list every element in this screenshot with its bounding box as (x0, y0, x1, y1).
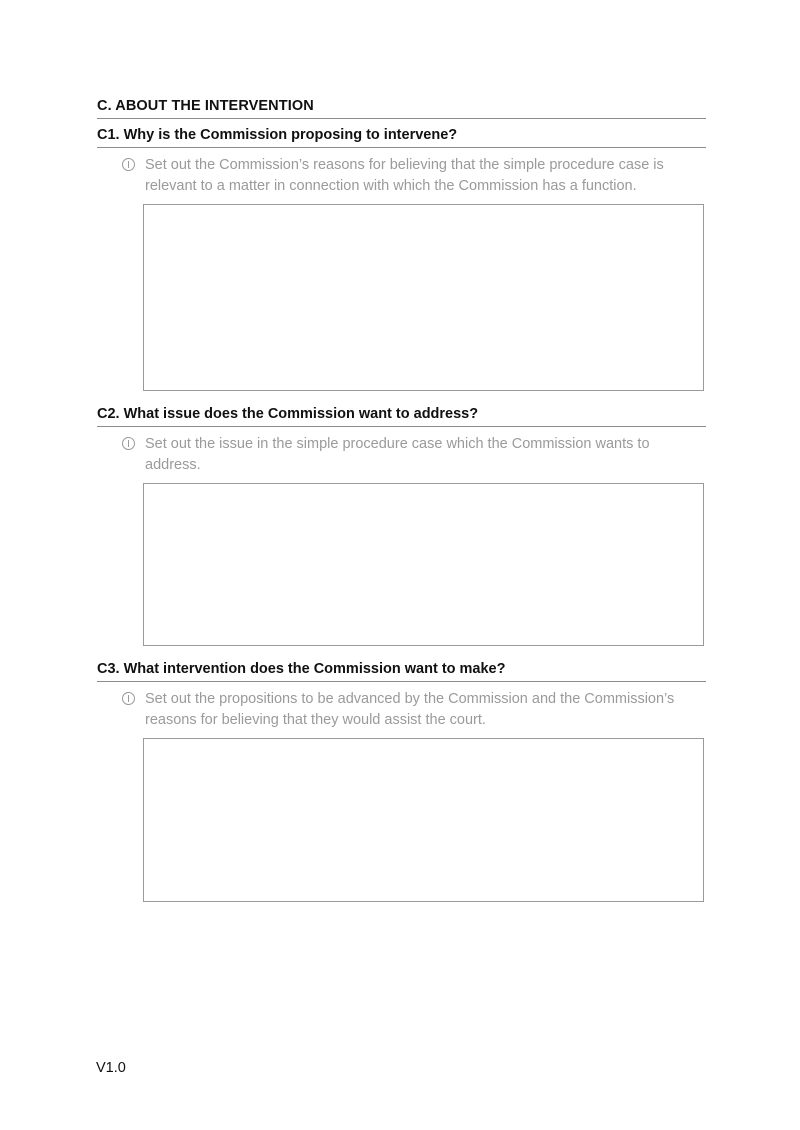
question-c1-answer-box[interactable] (143, 204, 704, 391)
version-label: V1.0 (96, 1060, 126, 1076)
question-c3-help-text: Set out the propositions to be advanced by the Commission and the Commission’s reasons for believing that they would assist the court. (145, 691, 675, 728)
question-c1-title: C1. Why is the Commission proposing to intervene? (97, 127, 706, 148)
question-c1-help (122, 155, 697, 197)
question-c2-answer-box[interactable] (143, 483, 704, 646)
section-title: C. ABOUT THE INTERVENTION (97, 98, 706, 119)
question-c2-help-text: Set out the issue in the simple procedure case which the Commission wants to address. (145, 436, 650, 473)
question-c2-title: C2. What issue does the Commission want to address? (97, 406, 706, 427)
question-c2-help (122, 434, 697, 476)
info-icon (122, 692, 135, 705)
question-c3-help (122, 689, 697, 731)
question-c3-answer-box[interactable] (143, 738, 704, 902)
info-icon (122, 158, 135, 171)
question-c1-help-text: Set out the Commission’s reasons for believing that the simple procedure case is relevant to a matter in connection with which the Commission has a function. (145, 157, 664, 194)
question-c3-title: C3. What intervention does the Commission want to make? (97, 661, 706, 682)
info-icon (122, 437, 135, 450)
